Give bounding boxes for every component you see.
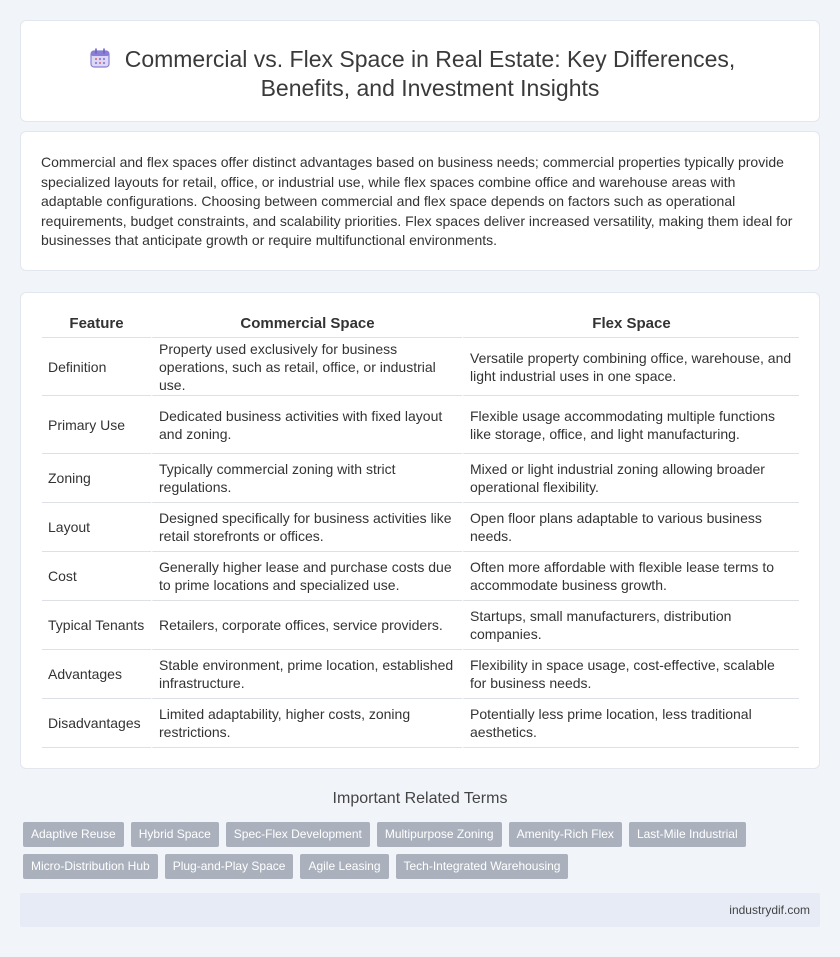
tag-row [23, 822, 818, 847]
related-terms [23, 822, 818, 886]
row-commercial: Property used exclusively for business operations, such as retail, office, or industrial use. [151, 338, 462, 396]
footer-site-link[interactable]: industrydif.com [729, 903, 810, 917]
row-flex: Mixed or light industrial zoning allowing broader operational flexibility. [462, 454, 799, 503]
tag-amenity-rich-flex[interactable]: Amenity-Rich Flex [509, 822, 622, 847]
row-flex: Flexibility in space usage, cost-effective, scalable for business needs. [462, 650, 799, 699]
tag-spec-flex-development[interactable]: Spec-Flex Development [226, 822, 370, 847]
intro-card [20, 131, 820, 271]
row-commercial: Limited adaptability, higher costs, zoning restrictions. [151, 699, 462, 748]
related-terms-title: Important Related Terms [332, 790, 508, 807]
header-flex: Flex Space [462, 313, 799, 338]
row-feature: Layout [42, 503, 151, 552]
row-flex: Potentially less prime location, less traditional aesthetics. [462, 699, 799, 748]
row-feature: Advantages [42, 650, 151, 699]
table-row [42, 396, 799, 454]
row-commercial: Generally higher lease and purchase costs due to prime locations and specialized use. [151, 552, 462, 601]
row-flex: Startups, small manufacturers, distribution companies. [462, 601, 799, 650]
table-row [42, 552, 799, 601]
table-row [42, 601, 799, 650]
header-feature: Feature [42, 313, 151, 338]
tag-multipurpose-zoning[interactable]: Multipurpose Zoning [377, 822, 502, 847]
tag-row [23, 854, 818, 879]
row-feature: Zoning [42, 454, 151, 503]
footer [20, 893, 820, 927]
row-flex: Often more affordable with flexible lease terms to accommodate business growth. [462, 552, 799, 601]
title-card [20, 20, 820, 122]
tag-agile-leasing[interactable]: Agile Leasing [300, 854, 388, 879]
table-row [42, 503, 799, 552]
row-feature: Definition [42, 338, 151, 396]
tag-last-mile-industrial[interactable]: Last-Mile Industrial [629, 822, 746, 847]
tag-adaptive-reuse[interactable]: Adaptive Reuse [23, 822, 124, 847]
row-feature: Primary Use [42, 396, 151, 454]
row-flex: Open floor plans adaptable to various business needs. [462, 503, 799, 552]
row-feature: Typical Tenants [42, 601, 151, 650]
comparison-card [20, 292, 820, 769]
table-row [42, 699, 799, 748]
page-title: Commercial vs. Flex Space in Real Estate: Key Differences, Benefits, and Investment Insights [124, 46, 736, 101]
table-row [42, 338, 799, 396]
tag-tech-integrated-warehousing[interactable]: Tech-Integrated Warehousing [396, 854, 569, 879]
tag-hybrid-space[interactable]: Hybrid Space [131, 822, 219, 847]
header-commercial: Commercial Space [151, 313, 462, 338]
row-feature: Cost [42, 552, 151, 601]
table-row [42, 650, 799, 699]
tag-micro-distribution-hub[interactable]: Micro-Distribution Hub [23, 854, 158, 879]
intro-paragraph: Commercial and flex spaces offer distinct advantages based on business needs; commercial properties typically provide specialized layouts for retail, office, or industrial use, while flex spaces combine office and warehouse areas with adaptable configurations. Choosing between commercial and flex space depends on factors such as operational requirements, budget constraints, and scalability priorities. Flex spaces deliver increased versatility, making them ideal for businesses that anticipate growth or require multifunctional environments. [41, 154, 793, 249]
row-commercial: Dedicated business activities with fixed layout and zoning. [151, 396, 462, 454]
table-header-row [42, 313, 799, 338]
row-commercial: Retailers, corporate offices, service providers. [151, 601, 462, 650]
row-commercial: Designed specifically for business activities like retail storefronts or offices. [151, 503, 462, 552]
tag-plug-and-play-space[interactable]: Plug-and-Play Space [165, 854, 294, 879]
row-flex: Versatile property combining office, warehouse, and light industrial uses in one space. [462, 338, 799, 396]
table-row [42, 454, 799, 503]
row-commercial: Stable environment, prime location, established infrastructure. [151, 650, 462, 699]
comparison-table [42, 313, 799, 748]
row-commercial: Typically commercial zoning with strict regulations. [151, 454, 462, 503]
row-feature: Disadvantages [42, 699, 151, 748]
row-flex: Flexible usage accommodating multiple functions like storage, office, and light manufacturing. [462, 396, 799, 454]
